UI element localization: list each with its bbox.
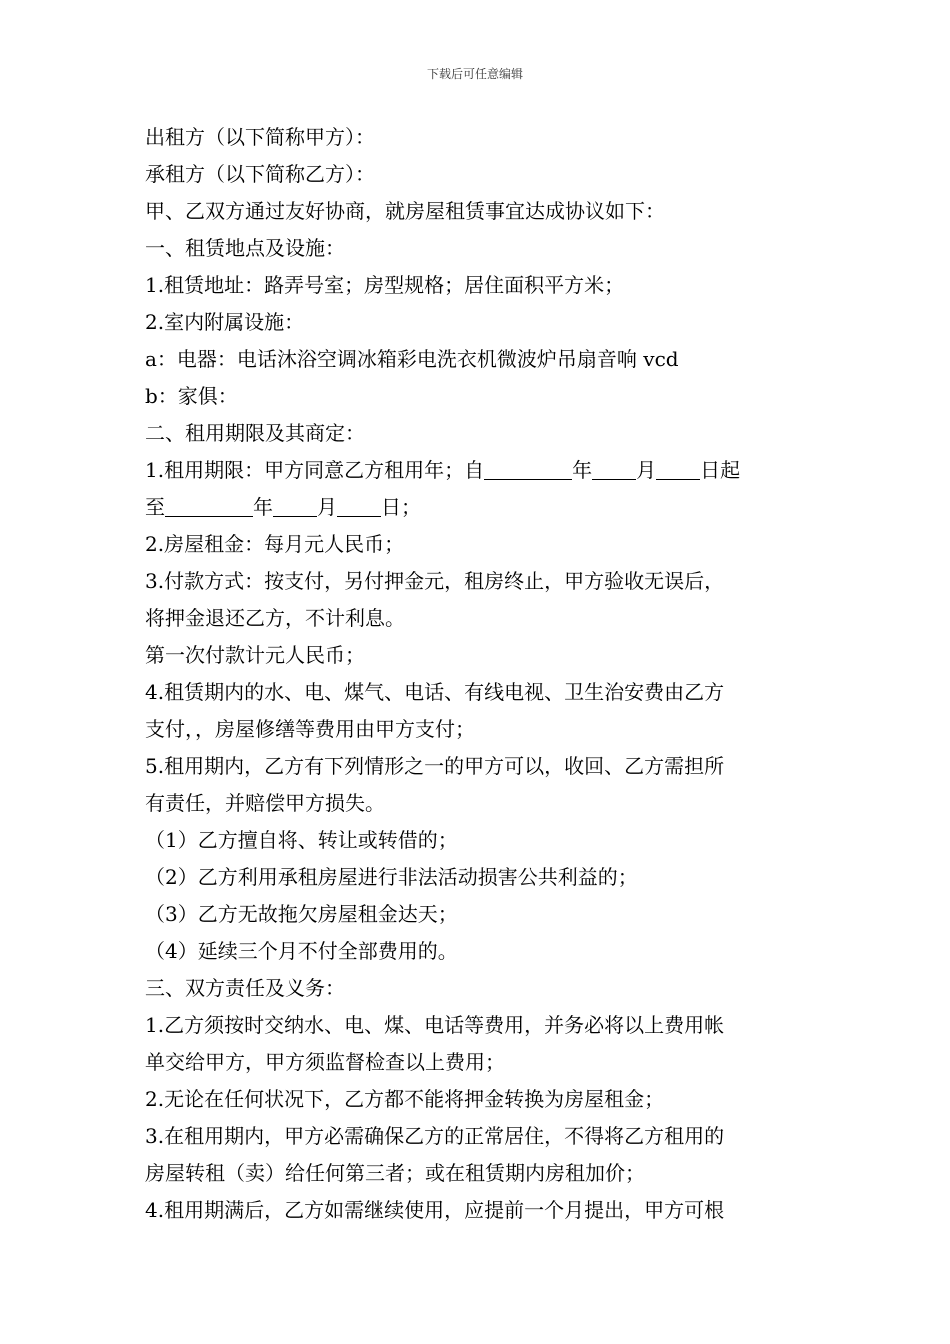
start-month-blank xyxy=(592,457,636,480)
lease-term-line xyxy=(145,452,810,489)
contract-body xyxy=(145,119,810,1229)
paragraph-line: 房屋转租（卖）给任何第三者；或在租赁期内房租加价； xyxy=(145,1161,645,1185)
paragraph-line: 3.在租用期内，甲方必需确保乙方的正常居住，不得将乙方租用的 xyxy=(145,1124,725,1148)
section-heading: 一、租赁地点及设施： xyxy=(145,236,345,260)
lease-term-text: 日； xyxy=(381,495,421,519)
lease-term-text: 日起 xyxy=(700,458,741,482)
page-header: 下载后可任意编辑 xyxy=(426,67,523,81)
paragraph-line: 5.租用期内，乙方有下列情形之一的甲方可以，收回、乙方需担所 xyxy=(145,754,725,778)
list-item: （3）乙方无故拖欠房屋租金达天； xyxy=(145,902,458,926)
paragraph-line: 有责任，并赔偿甲方损失。 xyxy=(145,791,385,815)
paragraph-line: 第一次付款计元人民币； xyxy=(145,643,365,667)
list-item: （1）乙方擅自将、转让或转借的； xyxy=(145,828,458,852)
lease-term-text: 年 xyxy=(572,458,593,482)
lease-term-text: 至 xyxy=(145,495,165,519)
paragraph-line: 3.付款方式：按支付，另付押金元，租房终止，甲方验收无误后， xyxy=(145,569,725,593)
paragraph-line: 将押金退还乙方，不计利息。 xyxy=(145,606,405,630)
list-item: （2）乙方利用承租房屋进行非法活动损害公共利益的； xyxy=(145,865,638,889)
paragraph-line: 1.乙方须按时交纳水、电、煤、电话等费用，并务必将以上费用帐 xyxy=(145,1013,725,1037)
paragraph-line: 2.无论在任何状况下，乙方都不能将押金转换为房屋租金； xyxy=(145,1087,665,1111)
start-day-blank xyxy=(656,457,700,480)
paragraph-line: 4.租赁期内的水、电、煤气、电话、有线电视、卫生治安费由乙方 xyxy=(145,680,725,704)
end-year-blank xyxy=(165,494,253,517)
end-day-blank xyxy=(337,494,381,517)
paragraph-line: 出租方（以下简称甲方）： xyxy=(145,125,375,149)
paragraph-line: b：家俱： xyxy=(145,384,238,408)
paragraph-line: 2.室内附属设施： xyxy=(145,310,305,334)
list-item: （4）延续三个月不付全部费用的。 xyxy=(145,939,458,963)
lease-term-text: 月 xyxy=(636,458,657,482)
paragraph-line: 支付，，房屋修缮等费用由甲方支付； xyxy=(145,717,475,741)
lease-term-text: 1.租用期限：甲方同意乙方租用年；自 xyxy=(145,458,485,482)
paragraph-line: 1.租赁地址：路弄号室；房型规格；居住面积平方米； xyxy=(145,273,625,297)
section-heading: 三、双方责任及义务： xyxy=(145,976,345,1000)
paragraph-line: 承租方（以下简称乙方）： xyxy=(145,162,375,186)
lease-term-text: 月 xyxy=(317,495,337,519)
paragraph-line: 单交给甲方，甲方须监督检查以上费用； xyxy=(145,1050,505,1074)
lease-term-line xyxy=(145,489,810,526)
paragraph-line: 2.房屋租金：每月元人民币； xyxy=(145,532,405,556)
paragraph-line: 甲、乙双方通过友好协商，就房屋租赁事宜达成协议如下： xyxy=(145,199,665,223)
paragraph-line: a：电器：电话沐浴空调冰箱彩电洗衣机微波炉吊扇音响 vcd xyxy=(145,347,679,371)
section-heading: 二、租用期限及其商定： xyxy=(145,421,365,445)
end-month-blank xyxy=(273,494,317,517)
paragraph-line: 4.租用期满后，乙方如需继续使用，应提前一个月提出，甲方可根 xyxy=(145,1198,725,1222)
lease-term-text: 年 xyxy=(253,495,273,519)
start-year-blank xyxy=(484,457,572,480)
